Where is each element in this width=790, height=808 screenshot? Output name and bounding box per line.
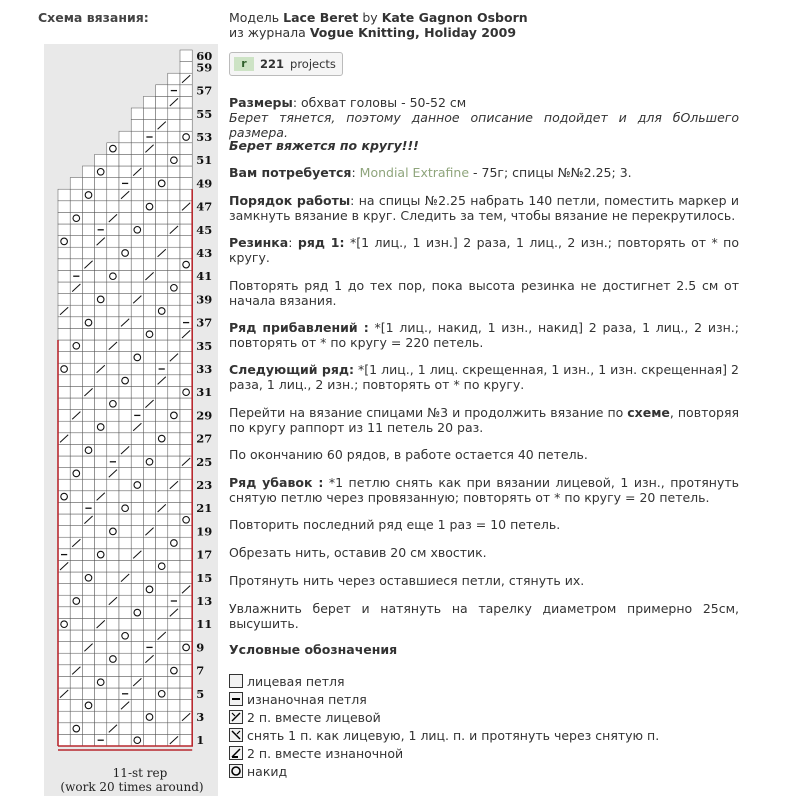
chart-row-number: 21: [196, 501, 213, 516]
magazine-line: [229, 25, 739, 40]
legend-item: [229, 744, 739, 762]
chart-row-number: 49: [196, 176, 213, 191]
chart-row-number: 13: [196, 594, 213, 608]
decrease-text: *1 петлю снять как при вязании лицевой, 1 изн., протянуть снятую петлю через провязанную; повторять от * по кругу = 20 петель.: [229, 475, 739, 505]
legend-label: изнаночная петля: [247, 691, 367, 707]
k2tog-icon: [229, 710, 243, 724]
next-row-text: *[1 лиц., 1 лиц. скрещенная, 1 изн., 1 изн. скрещенная] 2 раза, 1 лиц., 2 изн.; повторять от * по кругу.: [229, 362, 739, 392]
chart-row-number: 3: [196, 710, 205, 724]
chart-row-number: 1: [196, 733, 205, 748]
model-name: Lace Beret: [283, 10, 359, 25]
chart-row-number: 51: [196, 153, 213, 168]
p2tog-icon: [229, 746, 243, 760]
chart-row-number: 25: [196, 454, 213, 469]
ravelry-projects-badge[interactable]: [229, 52, 343, 76]
decrease-label: Ряд убавок :: [229, 475, 324, 490]
projects-count: 221: [260, 57, 285, 71]
chart-row-number: 19: [196, 524, 213, 539]
model-line: [229, 10, 739, 25]
chart-row-number: 11: [196, 617, 213, 632]
chart-row-number: 9: [196, 640, 205, 655]
chart-row-number: 17: [196, 547, 213, 562]
chart-row-number: 60: [196, 48, 213, 63]
after-rows-text: По окончанию 60 рядов, в работе остается 40 петель.: [229, 447, 588, 462]
ribbing-row: ряд 1:: [297, 235, 345, 250]
legend-label: накид: [247, 763, 288, 779]
procedure-section: [229, 193, 739, 223]
materials-rest: - 75г; спицы №№2.25; 3.: [473, 165, 632, 180]
cut-yarn-text: Обрезать нить, оставив 20 см хвостик.: [229, 545, 487, 560]
magazine-prefix: из журнала: [229, 25, 306, 40]
chart-row-number: 5: [196, 686, 205, 701]
materials-label: Вам потребуется: [229, 165, 352, 180]
materials-section: [229, 165, 739, 180]
knit-square-icon: [229, 674, 243, 688]
cut-yarn: [229, 545, 739, 560]
chart-row-number: 57: [196, 83, 213, 98]
next-row-section: [229, 362, 739, 392]
chart-row-number: 31: [196, 385, 213, 400]
after-rows: [229, 447, 739, 462]
pull-yarn-text: Протянуть нить через оставшиеся петли, стянуть их.: [229, 573, 585, 588]
chart-instr-post: , повторяя по кругу раппорт из 11 петель 20 раз.: [229, 405, 739, 435]
chart-title: Схема вязания:: [38, 10, 149, 25]
purl-square-icon: [229, 692, 243, 706]
legend-item: [229, 726, 739, 744]
blocking-text: Увлажнить берет и натянуть на тарелку диаметром примерно 25см, высушить.: [229, 601, 739, 631]
repeat-ribbing-text: Повторять ряд 1 до тех пор, пока высота резинка не достигнет 2.5 см от начала вязания.: [229, 278, 739, 308]
projects-label: projects: [290, 57, 336, 71]
decrease-section: [229, 475, 739, 505]
repeat-last: [229, 517, 739, 532]
chart-row-number: 37: [196, 315, 213, 330]
pull-yarn: [229, 573, 739, 588]
legend: [229, 672, 739, 780]
increase-text: *[1 лиц., накид, 1 изн., накид] 2 раза, 1 лиц., 2 изн.; повторять от * по кругу = 220 петель.: [229, 320, 739, 350]
legend-label: 2 п. вместе лицевой: [247, 709, 381, 725]
chart-row-number: 45: [196, 222, 213, 237]
chart-row-number: 47: [196, 199, 213, 214]
legend-label: 2 п. вместе изнаночной: [247, 745, 404, 761]
chart-row-number: 55: [196, 106, 213, 121]
chart-instr-bold: схеме: [627, 405, 670, 420]
chart-row-number: 35: [196, 338, 213, 353]
yarn-over-icon: [229, 764, 243, 778]
legend-item: [229, 690, 739, 708]
pattern-description: [229, 10, 739, 779]
chart-row-number: 39: [196, 292, 213, 307]
sizes-note: Берет тянется, поэтому данное описание подойдет и для бОльшего размера.: [229, 110, 739, 140]
chart-rep-label: 11-st rep: [112, 766, 168, 780]
chart-row-number: 7: [196, 663, 205, 678]
circular-note: [229, 138, 739, 153]
knitting-chart: [44, 44, 218, 796]
model-prefix: Модель: [229, 10, 280, 25]
increase-section: [229, 320, 739, 350]
increase-label: Ряд прибавлений :: [229, 320, 369, 335]
chart-work-label: (work 20 times around): [60, 780, 204, 794]
sizes-text: : обхват головы - 50-52 см: [292, 95, 467, 110]
chart-row-number: 29: [196, 408, 213, 423]
legend-title: [229, 642, 739, 657]
ribbing-label: Резинка: [229, 235, 289, 250]
chart-instr-pre: Перейти на вязание спицами №3 и продолжить вязание по: [229, 405, 624, 420]
chart-row-number: 43: [196, 246, 213, 260]
repeat-ribbing: [229, 278, 739, 308]
sizes-label: Размеры: [229, 95, 293, 110]
chart-row-number: 33: [196, 362, 213, 376]
repeat-last-text: Повторить последний ряд еще 1 раз = 10 петель.: [229, 517, 561, 532]
legend-item: [229, 762, 739, 780]
ribbing-section: Резинка: ряд 1: *[1 лиц., 1 изн.] 2 раза, 1 лиц., 2 изн.; повторять от * по кругу.: [229, 235, 739, 265]
legend-item: [229, 672, 739, 690]
chart-instruction: [229, 405, 739, 435]
circular-note-text: Берет вяжется по кругу!!!: [229, 138, 419, 153]
procedure-text: : на спицы №2.25 набрать 140 петли, поместить маркер и замкнуть вязание в круг. Следить за тем, чтобы вязание не перекрутилось.: [229, 193, 739, 223]
ravelry-logo-icon: r: [234, 57, 254, 71]
chart-row-number: 15: [196, 570, 213, 585]
yarn-link[interactable]: Mondial Extrafine: [359, 165, 470, 180]
chart-row-number: 23: [196, 478, 213, 492]
sizes-section: [229, 95, 739, 140]
skp-icon: [229, 728, 243, 742]
chart-row-number: 53: [196, 130, 213, 144]
chart-grid: [44, 44, 218, 796]
blocking: [229, 601, 739, 631]
chart-row-number: 27: [196, 431, 213, 446]
legend-label: снять 1 п. как лицевую, 1 лиц. п. и протянуть через снятую п.: [247, 727, 660, 743]
chart-row-number: 59: [196, 60, 213, 75]
legend-label: лицевая петля: [247, 673, 345, 689]
materials-colon: :: [351, 165, 356, 180]
procedure-label: Порядок работы: [229, 193, 351, 208]
next-row-label: Следующий ряд:: [229, 362, 355, 377]
legend-title-text: Условные обозначения: [229, 642, 398, 657]
chart-row-number: 41: [196, 269, 213, 284]
author-name: Kate Gagnon Osborn: [381, 10, 528, 25]
legend-item: [229, 708, 739, 726]
by-label: by: [362, 10, 378, 25]
magazine-name: Vogue Knitting, Holiday 2009: [309, 25, 517, 40]
chart-cells: [58, 50, 192, 746]
ribbing-text: *[1 лиц., 1 изн.] 2 раза, 1 лиц., 2 изн.; повторять от * по кругу.: [229, 235, 739, 265]
